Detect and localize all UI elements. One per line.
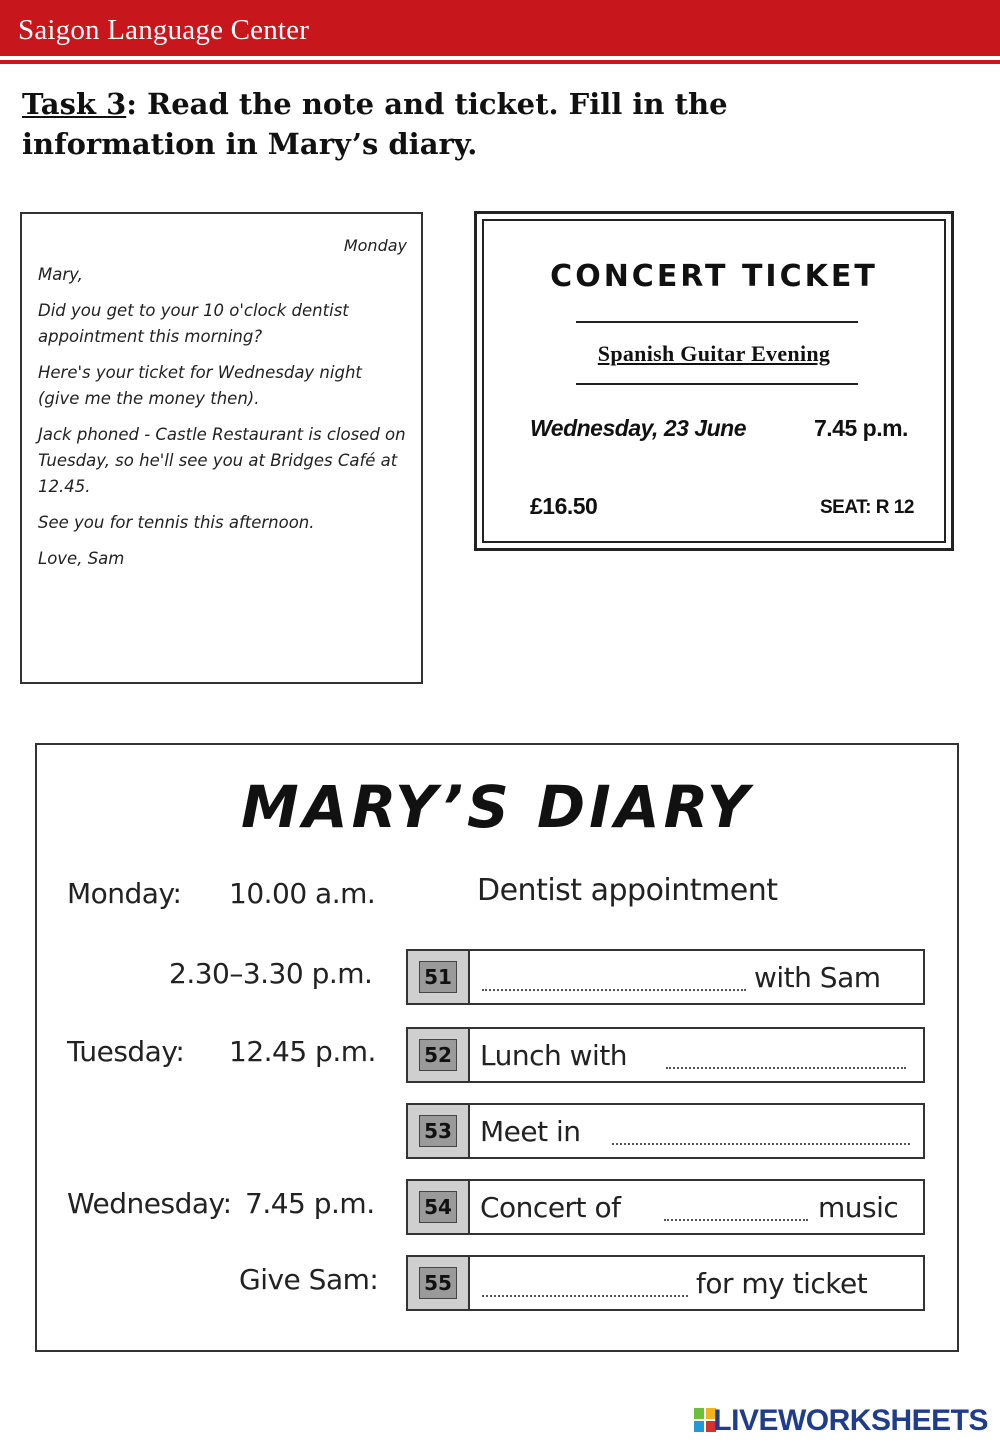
diary-row-51-time: 2.30–3.30 p.m. <box>169 957 373 990</box>
answer-input-53[interactable] <box>612 1115 910 1149</box>
header-title: Saigon Language Center <box>18 14 310 46</box>
ticket-divider-top <box>576 321 858 323</box>
task-label: Task 3 <box>22 87 127 121</box>
note-body <box>38 262 408 572</box>
row-53-prefix: Meet in <box>480 1115 581 1148</box>
row-54-prefix: Concert of <box>480 1191 621 1224</box>
answer-input-55[interactable] <box>482 1267 688 1301</box>
liveworksheets-logo-text: LIVEWORKSHEETS <box>713 1404 988 1437</box>
row-54-suffix: music <box>818 1191 899 1224</box>
diary-wednesday-label: Wednesday: <box>67 1187 232 1220</box>
note-paragraph-1: Did you get to your 10 o'clock dentist appointment this morning? <box>38 301 349 346</box>
answer-row-52 <box>406 1027 925 1083</box>
task-instruction <box>22 84 922 164</box>
note-date: Monday <box>343 236 407 255</box>
note-signoff: Love, Sam <box>38 549 125 568</box>
row-52-prefix: Lunch with <box>480 1039 628 1072</box>
question-number-box <box>408 1029 470 1081</box>
question-number-box <box>408 951 470 1003</box>
marys-diary <box>35 743 959 1352</box>
question-number-54: 54 <box>419 1191 457 1223</box>
diary-title: MARY’S DIARY <box>241 773 753 841</box>
handwritten-note <box>20 212 423 684</box>
answer-input-52[interactable] <box>666 1039 906 1073</box>
row-55-suffix: for my ticket <box>696 1267 868 1300</box>
answer-row-54 <box>406 1179 925 1235</box>
question-number-52: 52 <box>419 1039 457 1071</box>
answer-row-55 <box>406 1255 925 1311</box>
row-51-suffix: with Sam <box>754 961 881 994</box>
answer-input-51[interactable] <box>482 961 746 995</box>
diary-monday-time: 10.00 a.m. <box>229 877 376 910</box>
question-number-box <box>408 1257 470 1309</box>
question-number-53: 53 <box>419 1115 457 1147</box>
diary-tuesday-label: Tuesday: <box>67 1035 185 1068</box>
question-number-box <box>408 1105 470 1157</box>
ticket-time: 7.45 p.m. <box>814 415 908 441</box>
task-text: : Read the note and ticket. Fill in the information in Mary’s diary. <box>22 87 728 161</box>
note-paragraph-2: Here's your ticket for Wednesday night (give me the money then). <box>38 363 362 408</box>
question-number-51: 51 <box>419 961 457 993</box>
ticket-title: CONCERT TICKET <box>550 259 878 294</box>
answer-row-53 <box>406 1103 925 1159</box>
concert-ticket <box>474 211 954 551</box>
ticket-date: Wednesday, 23 June <box>530 415 746 441</box>
ticket-event: Spanish Guitar Evening <box>597 341 831 366</box>
ticket-seat: SEAT: R 12 <box>820 497 914 518</box>
ticket-price: £16.50 <box>530 493 598 519</box>
question-number-box <box>408 1181 470 1233</box>
ticket-divider-bottom <box>576 383 858 385</box>
diary-monday-label: Monday: <box>67 877 182 910</box>
header-banner <box>0 0 1000 56</box>
header-rule <box>0 60 1000 64</box>
answer-input-54[interactable] <box>664 1191 808 1225</box>
diary-monday-event: Dentist appointment <box>477 873 778 908</box>
diary-row-52-time: 12.45 p.m. <box>229 1035 376 1068</box>
note-greeting: Mary, <box>38 265 83 284</box>
note-paragraph-3: Jack phoned - Castle Restaurant is closed on Tuesday, so he'll see you at Bridges Café at 12.45. <box>38 425 406 496</box>
diary-give-sam-label: Give Sam: <box>239 1263 379 1296</box>
note-paragraph-4: See you for tennis this afternoon. <box>38 513 315 532</box>
diary-row-54-time: 7.45 p.m. <box>245 1187 375 1220</box>
question-number-55: 55 <box>419 1267 457 1299</box>
ticket-inner-border <box>482 219 946 543</box>
answer-row-51 <box>406 949 925 1005</box>
